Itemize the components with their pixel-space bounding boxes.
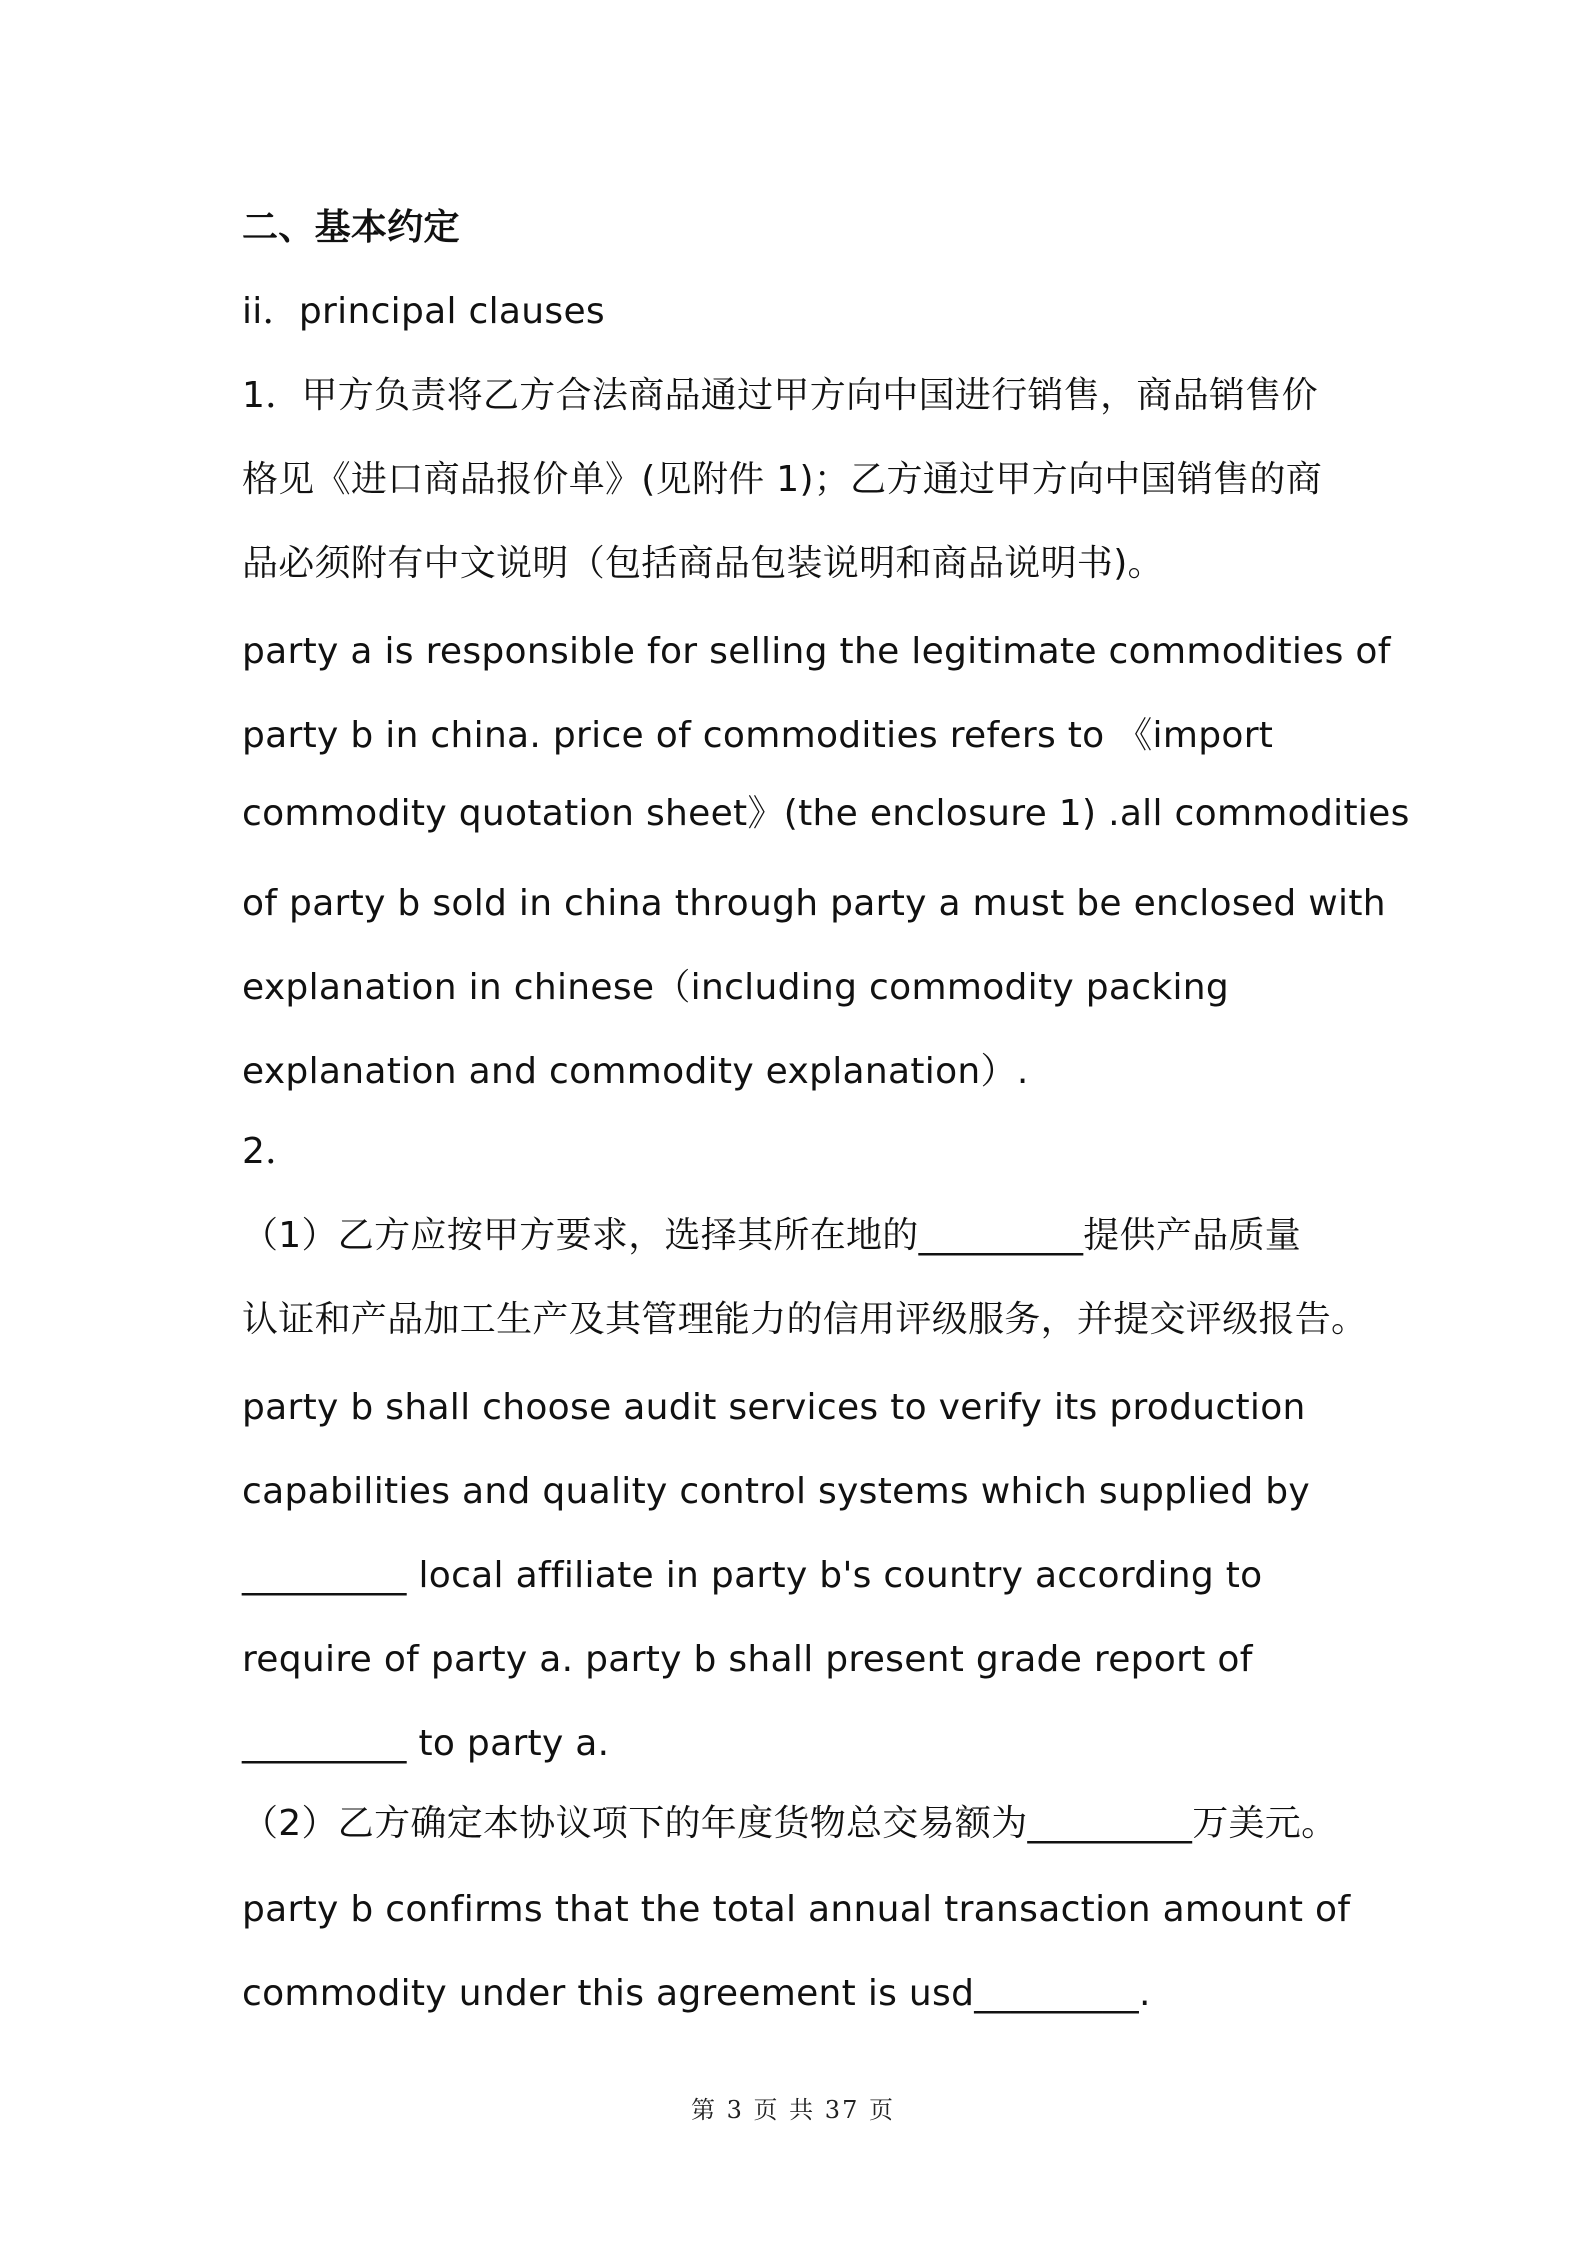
clause2-label: 2． [242, 1131, 302, 1172]
clause1-en-line: party b in china. price of commodities refers to 《import [242, 715, 1274, 756]
clause1-en-line: of party b sold in china through party a must be enclosed with [242, 883, 1386, 924]
clause1-en-line: commodity quotation sheet》(the enclosure 1) .all commodities [242, 793, 1410, 834]
clause2-1-en-line: _________ to party a. [242, 1723, 610, 1764]
clause1-en-line: explanation and commodity explanation）. [242, 1051, 1029, 1092]
clause1-zh-line: 格见《进口商品报价单》(见附件 1)；乙方通过甲方向中国销售的商 [242, 459, 1323, 500]
clause1-zh-line: 品必须附有中文说明（包括商品包装说明和商品说明书)。 [242, 543, 1164, 584]
clause1-en-line: party a is responsible for selling the legitimate commodities of [242, 631, 1391, 672]
clause2-2-en-line: commodity under this agreement is usd_________. [242, 1973, 1151, 2014]
page-number-footer: 第 3 页 共 37 页 [691, 2096, 895, 2124]
section-title-en: ii．principal clauses [242, 291, 605, 332]
clause1-en-line: explanation in chinese（including commodity packing [242, 967, 1230, 1008]
clause2-2-zh-line: （2）乙方确定本协议项下的年度货物总交易额为_________万美元。 [242, 1803, 1338, 1844]
clause2-1-zh-line: （1）乙方应按甲方要求，选择其所在地的_________提供产品质量 [242, 1215, 1302, 1256]
clause2-1-en-line: _________ local affiliate in party b's country according to [242, 1555, 1263, 1596]
clause2-1-en-line: capabilities and quality control systems which supplied by [242, 1471, 1311, 1512]
clause2-2-en-line: party b confirms that the total annual transaction amount of [242, 1889, 1351, 1930]
clause1-zh-line: 1．甲方负责将乙方合法商品通过甲方向中国进行销售，商品销售价 [242, 375, 1318, 416]
clause2-1-en-line: require of party a. party b shall present grade report of [242, 1639, 1253, 1680]
clause2-1-zh-line: 认证和产品加工生产及其管理能力的信用评级服务，并提交评级报告。 [242, 1299, 1368, 1340]
section-title-zh: 二、基本约定 [242, 207, 460, 248]
clause2-1-en-line: party b shall choose audit services to verify its production [242, 1387, 1306, 1428]
